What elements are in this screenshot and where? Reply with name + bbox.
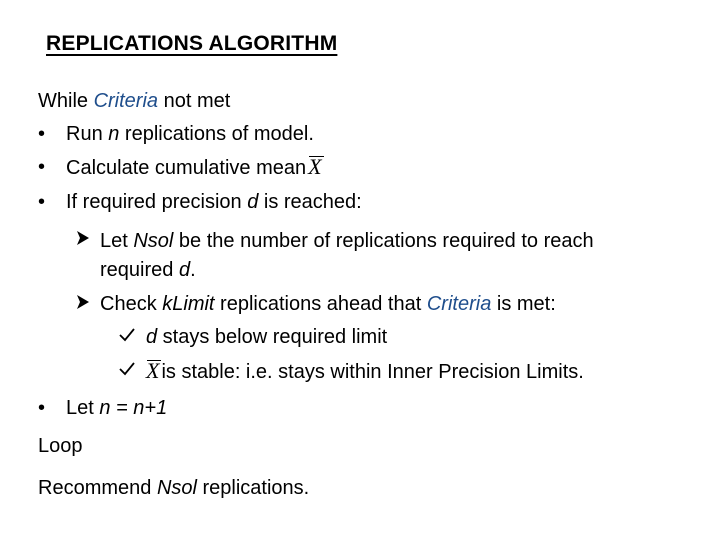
check-pre: Check [100, 293, 163, 315]
var-klimit: kLimit [162, 293, 215, 315]
increment-expr: n = n+1 [99, 397, 168, 419]
check-mid: replications ahead that [214, 293, 427, 315]
stable-post: is stable: i.e. stays within Inner Precision Limits. [161, 361, 584, 383]
precision-post: is reached: [258, 191, 362, 213]
var-nsol: Nsol [133, 230, 174, 252]
while-line [38, 89, 230, 113]
x-bar-symbol: X [146, 358, 160, 383]
recommend-line [38, 476, 309, 500]
arrow-bullet-svg [75, 230, 91, 246]
let-cont-pre: required [100, 259, 179, 281]
bullet-dot-icon: • [38, 123, 46, 145]
sub-let-nsol [100, 229, 594, 253]
bullet-dot-icon: • [38, 397, 46, 419]
arrow-bullet-icon [75, 228, 91, 252]
page-title: REPLICATIONS ALGORITHM [46, 32, 338, 55]
let-cont-post: . [190, 259, 196, 281]
while-prefix: While [38, 90, 94, 112]
var-d: d [146, 326, 158, 348]
sub-let-nsol-cont [100, 258, 196, 282]
bullet-dot-icon: • [38, 191, 46, 213]
recommend-pre: Recommend [38, 477, 157, 499]
loop-label: Loop [38, 435, 83, 457]
check-d-limit [146, 325, 387, 349]
precision-pre: If required precision [66, 191, 248, 213]
bullet-precision [66, 190, 362, 214]
d-limit-post: stays below required limit [157, 326, 388, 348]
arrow-bullet-svg [75, 294, 91, 310]
bullet-run [66, 122, 314, 146]
sub-check-klimit [100, 292, 556, 316]
run-post: replications of model. [119, 123, 314, 145]
arrow-bullet-icon [75, 292, 91, 316]
x-bar-symbol: X [308, 154, 322, 179]
bullet-increment [66, 396, 167, 420]
recommend-post: replications. [196, 477, 310, 499]
criteria-term: Criteria [426, 293, 492, 315]
criteria-term: Criteria [93, 90, 159, 112]
var-d: d [247, 191, 259, 213]
calculate-text: Calculate cumulative mean [66, 157, 307, 179]
bullet-dot-icon: • [38, 156, 46, 178]
check-mark-svg [118, 360, 136, 378]
check-mark-icon [118, 326, 136, 350]
check-mark-svg [118, 326, 136, 344]
while-suffix: not met [158, 90, 231, 112]
check-x-stable [144, 359, 584, 384]
check-post: is met: [491, 293, 556, 315]
var-n: n [108, 123, 120, 145]
var-d: d [178, 259, 191, 281]
bullet-calculate [66, 155, 324, 180]
increment-pre: Let [66, 397, 100, 419]
run-pre: Run [66, 123, 109, 145]
check-mark-icon [118, 360, 136, 384]
var-nsol: Nsol [156, 477, 197, 499]
let-post: be the number of replications required to reach [173, 230, 594, 252]
let-pre: Let [100, 230, 134, 252]
